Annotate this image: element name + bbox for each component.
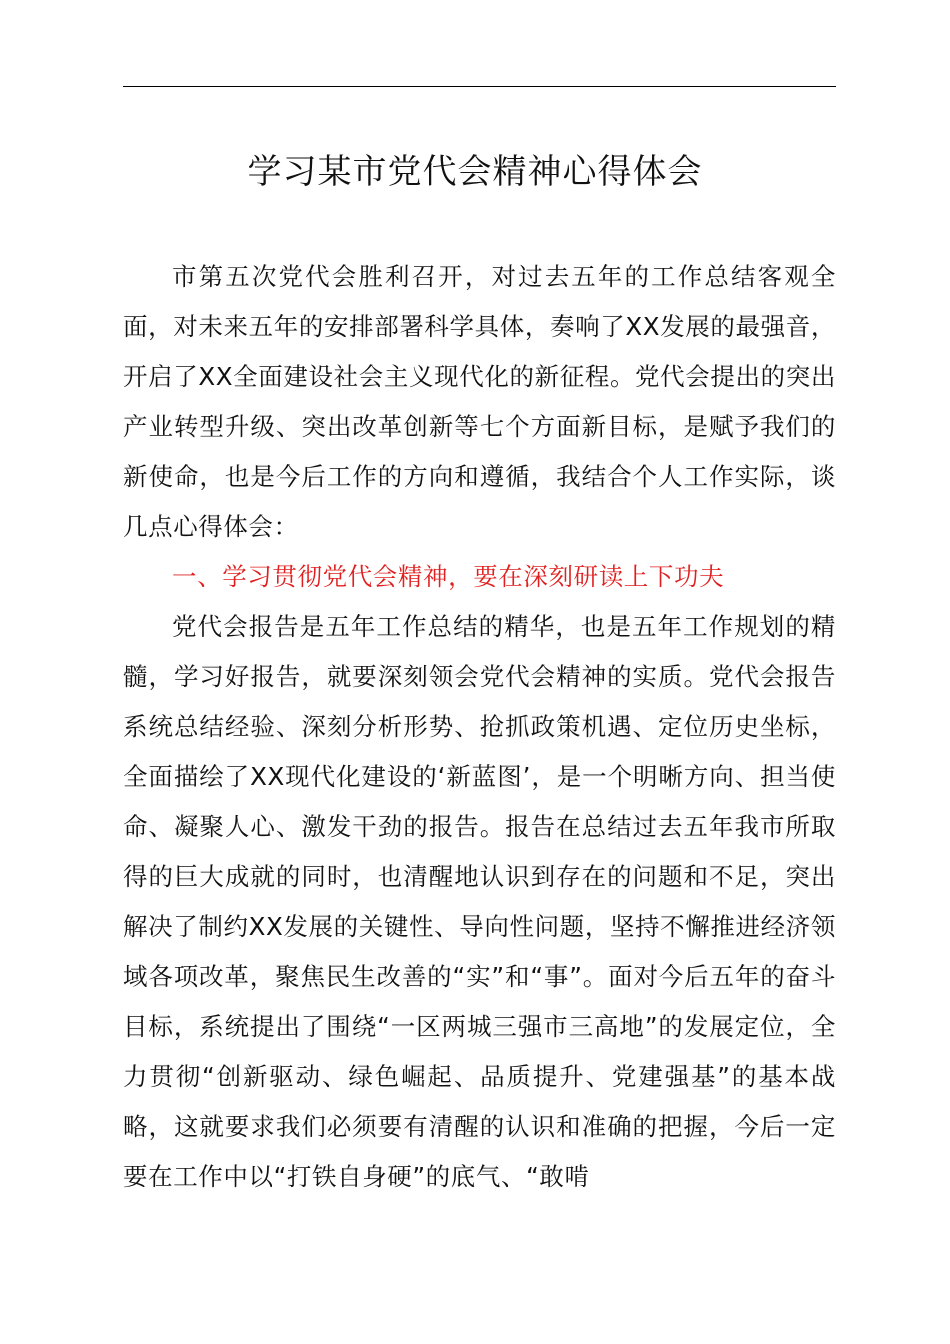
section-heading-1: 一、学习贯彻党代会精神，要在深刻研读上下功夫	[172, 562, 725, 591]
document-title: 学习某市党代会精神心得体会	[247, 152, 703, 192]
intro-paragraph: 市第五次党代会胜利召开，对过去五年的工作总结客观全面，对未来五年的安排部署科学具体，奏响了XX发展的最强音，开启了XX全面建设社会主义现代化的新征程。党代会提出的突出产业转型升级、突出改革创新等七个方面新目标，是赋予我们的新使命，也是今后工作的方向和遵循，我结合个人工作实际，谈几点心得体会：	[123, 262, 836, 541]
section-1-paragraph: 党代会报告是五年工作总结的精华，也是五年工作规划的精髓，学习好报告，就要深刻领会党代会精神的实质。党代会报告系统总结经验、深刻分析形势、抢抓政策机遇、定位历史坐标，全面描绘了XX现代化建设的‘新蓝图’，是一个明晰方向、担当使命、凝聚人心、激发干劲的报告。报告在总结过去五年我市所取得的巨大成就的同时，也清醒地认识到存在的问题和不足，突出解决了制约XX发展的关键性、导向性问题，坚持不懈推进经济领域各项改革，聚焦民生改善的“实”和“事”。面对今后五年的奋斗目标，系统提出了围绕“一区两城三强市三高地”的发展定位，全力贯彻“创新驱动、绿色崛起、品质提升、党建强基”的基本战略，这就要求我们必须要有清醒的认识和准确的把握，今后一定要在工作中以“打铁自身硬”的底气、“敢啃	[123, 612, 836, 1191]
header-rule	[123, 86, 836, 87]
document-body	[123, 252, 836, 1202]
